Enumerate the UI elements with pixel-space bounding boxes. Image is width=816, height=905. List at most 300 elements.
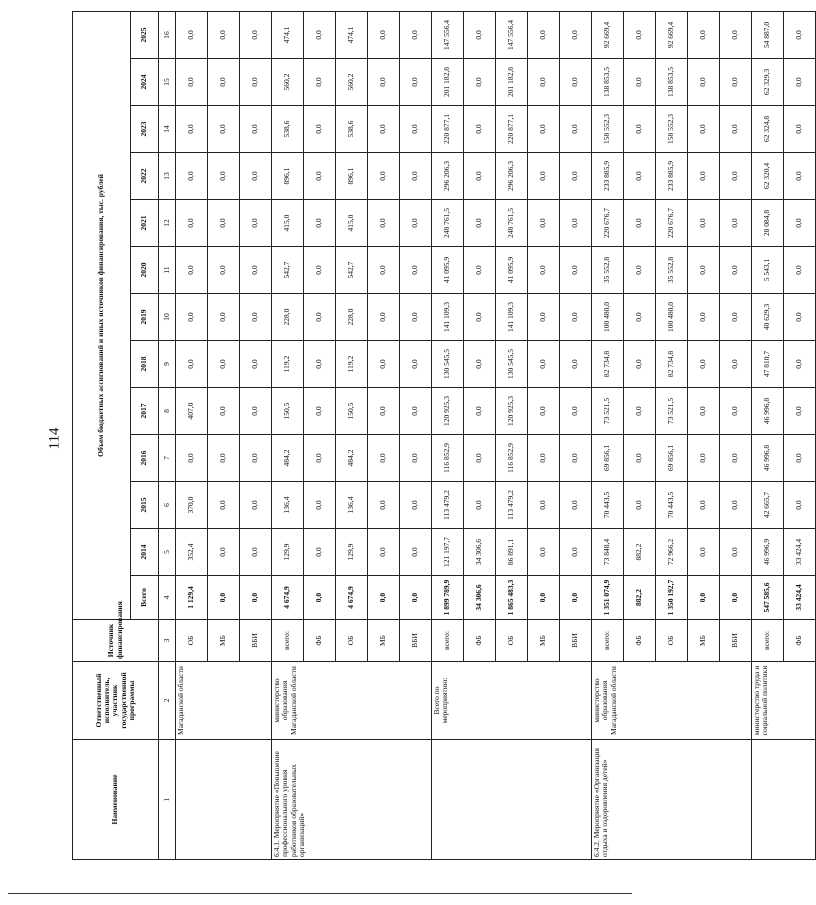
header-volume-title: Объем бюджетных ассигнований и иных источников финансирования, тыс. рублей bbox=[73, 11, 131, 619]
row-executor: министерство труда и социальной политики bbox=[752, 662, 816, 740]
row-year-value: 130 545,5 bbox=[496, 341, 528, 388]
row-year-value: 40 629,3 bbox=[752, 294, 784, 341]
row-year-value: 0,0 bbox=[624, 388, 656, 435]
row-year-value: 407,0 bbox=[176, 388, 208, 435]
row-year-value: 0,0 bbox=[400, 294, 432, 341]
row-year-value: 0,0 bbox=[688, 59, 720, 106]
header-year: 2021 bbox=[131, 200, 159, 247]
row-source: МБ bbox=[368, 620, 400, 662]
header-year: 2014 bbox=[131, 529, 159, 576]
row-year-value: 0,0 bbox=[528, 435, 560, 482]
row-year-value: 158 552,3 bbox=[592, 106, 624, 153]
row-year-value: 0,0 bbox=[464, 435, 496, 482]
row-year-value: 46 996,9 bbox=[752, 529, 784, 576]
header-year: 2018 bbox=[131, 341, 159, 388]
row-year-value: 0,0 bbox=[304, 200, 336, 247]
row-year-value: 86 891,1 bbox=[496, 529, 528, 576]
row-year-value: 352,4 bbox=[176, 529, 208, 576]
row-year-value: 370,0 bbox=[176, 482, 208, 529]
bottom-rule bbox=[8, 893, 632, 894]
row-year-value: 136,4 bbox=[272, 482, 304, 529]
row-year-value: 0,0 bbox=[528, 200, 560, 247]
row-year-value: 0,0 bbox=[720, 341, 752, 388]
row-year-value: 0,0 bbox=[720, 59, 752, 106]
row-year-value: 141 109,3 bbox=[496, 294, 528, 341]
row-year-value: 484,2 bbox=[336, 435, 368, 482]
row-year-value: 0,0 bbox=[784, 482, 816, 529]
row-year-value: 0,0 bbox=[208, 294, 240, 341]
row-year-value: 0,0 bbox=[208, 482, 240, 529]
row-year-value: 0,0 bbox=[688, 388, 720, 435]
row-year-value: 0,0 bbox=[368, 106, 400, 153]
row-total: 0,0 bbox=[368, 576, 400, 620]
row-year-value: 0,0 bbox=[528, 153, 560, 200]
row-year-value: 35 552,8 bbox=[592, 247, 624, 294]
row-executor: Магаданской области bbox=[176, 662, 272, 740]
row-year-value: 0,0 bbox=[560, 247, 592, 294]
row-year-value: 119,2 bbox=[272, 341, 304, 388]
row-total: 0,0 bbox=[208, 576, 240, 620]
row-year-value: 0,0 bbox=[560, 106, 592, 153]
table-row bbox=[176, 11, 208, 859]
row-source: МБ bbox=[528, 620, 560, 662]
row-total: 1 899 789,9 bbox=[432, 576, 464, 620]
row-year-value: 0,0 bbox=[304, 59, 336, 106]
header-executor: Ответственный исполнитель, участник государственной программы bbox=[73, 662, 159, 740]
row-year-value: 0,0 bbox=[688, 482, 720, 529]
row-year-value: 0,0 bbox=[304, 294, 336, 341]
row-executor: министерство образования Магаданской области bbox=[272, 662, 432, 740]
row-year-value: 0,0 bbox=[400, 435, 432, 482]
column-index: 14 bbox=[159, 106, 176, 153]
row-year-value: 0,0 bbox=[240, 294, 272, 341]
row-source: ВБИ bbox=[720, 620, 752, 662]
row-year-value: 0,0 bbox=[304, 247, 336, 294]
row-year-value: 0,0 bbox=[208, 11, 240, 58]
row-year-value: 5 543,1 bbox=[752, 247, 784, 294]
row-year-value: 0,0 bbox=[464, 59, 496, 106]
header-year: 2025 bbox=[131, 11, 159, 58]
row-year-value: 120 925,3 bbox=[432, 388, 464, 435]
row-year-value: 0,0 bbox=[368, 529, 400, 576]
row-year-value: 0,0 bbox=[560, 294, 592, 341]
row-year-value: 0,0 bbox=[304, 482, 336, 529]
row-year-value: 0,0 bbox=[304, 106, 336, 153]
row-year-value: 542,7 bbox=[272, 247, 304, 294]
row-year-value: 0,0 bbox=[304, 388, 336, 435]
row-year-value: 0,0 bbox=[240, 59, 272, 106]
row-year-value: 0,0 bbox=[720, 200, 752, 247]
column-index: 12 bbox=[159, 200, 176, 247]
header-year: 2017 bbox=[131, 388, 159, 435]
row-total: 0,0 bbox=[720, 576, 752, 620]
row-year-value: 0,0 bbox=[208, 153, 240, 200]
row-year-value: 130 545,5 bbox=[432, 341, 464, 388]
row-year-value: 201 182,8 bbox=[432, 59, 464, 106]
row-total: 547 585,6 bbox=[752, 576, 784, 620]
column-index: 15 bbox=[159, 59, 176, 106]
row-year-value: 0,0 bbox=[176, 59, 208, 106]
row-year-value: 0,0 bbox=[176, 11, 208, 58]
row-year-value: 0,0 bbox=[720, 482, 752, 529]
table-row bbox=[432, 11, 464, 859]
row-year-value: 62 324,8 bbox=[752, 106, 784, 153]
row-year-value: 201 182,8 bbox=[496, 59, 528, 106]
row-year-value: 415,0 bbox=[272, 200, 304, 247]
row-source: всего: bbox=[592, 620, 624, 662]
row-year-value: 0,0 bbox=[240, 529, 272, 576]
row-year-value: 34 306,6 bbox=[464, 529, 496, 576]
row-year-value: 0,0 bbox=[528, 247, 560, 294]
row-year-value: 0,0 bbox=[720, 435, 752, 482]
column-index: 1 bbox=[159, 740, 176, 860]
row-year-value: 0,0 bbox=[464, 247, 496, 294]
row-year-value: 0,0 bbox=[208, 247, 240, 294]
row-year-value: 560,2 bbox=[336, 59, 368, 106]
row-year-value: 0,0 bbox=[400, 388, 432, 435]
row-year-value: 116 852,9 bbox=[432, 435, 464, 482]
row-year-value: 0,0 bbox=[368, 59, 400, 106]
row-year-value: 0,0 bbox=[624, 294, 656, 341]
row-year-value: 0,0 bbox=[528, 482, 560, 529]
row-year-value: 0,0 bbox=[688, 529, 720, 576]
row-year-value: 0,0 bbox=[176, 106, 208, 153]
row-year-value: 0,0 bbox=[400, 153, 432, 200]
row-year-value: 0,0 bbox=[688, 106, 720, 153]
row-year-value: 0,0 bbox=[528, 341, 560, 388]
row-year-value: 62 320,4 bbox=[752, 153, 784, 200]
row-year-value: 41 095,9 bbox=[496, 247, 528, 294]
row-year-value: 0,0 bbox=[400, 11, 432, 58]
row-year-value: 0,0 bbox=[784, 153, 816, 200]
row-year-value: 0,0 bbox=[464, 200, 496, 247]
row-source: ОБ bbox=[656, 620, 688, 662]
row-year-value: 0,0 bbox=[304, 529, 336, 576]
header-year: 2019 bbox=[131, 294, 159, 341]
row-year-value: 0,0 bbox=[400, 529, 432, 576]
row-year-value: 474,1 bbox=[336, 11, 368, 58]
column-index: 11 bbox=[159, 247, 176, 294]
row-year-value: 0,0 bbox=[240, 106, 272, 153]
column-index: 13 bbox=[159, 153, 176, 200]
row-name: 6.4.1. Мероприятие «Повышение профессионального уровня работников образовательных организаций» bbox=[272, 740, 432, 860]
row-year-value: 220 877,1 bbox=[432, 106, 464, 153]
row-name bbox=[432, 740, 592, 860]
row-total: 1 865 483,3 bbox=[496, 576, 528, 620]
row-year-value: 0,0 bbox=[528, 388, 560, 435]
row-year-value: 542,7 bbox=[336, 247, 368, 294]
row-source: МБ bbox=[208, 620, 240, 662]
row-year-value: 0,0 bbox=[688, 435, 720, 482]
row-year-value: 92 669,4 bbox=[656, 11, 688, 58]
row-total: 4 674,9 bbox=[336, 576, 368, 620]
row-year-value: 0,0 bbox=[688, 294, 720, 341]
row-year-value: 0,0 bbox=[368, 482, 400, 529]
row-year-value: 0,0 bbox=[720, 247, 752, 294]
column-index: 2 bbox=[159, 662, 176, 740]
row-year-value: 0,0 bbox=[624, 106, 656, 153]
row-year-value: 0,0 bbox=[208, 435, 240, 482]
row-year-value: 0,0 bbox=[368, 388, 400, 435]
row-year-value: 0,0 bbox=[304, 11, 336, 58]
row-source: всего: bbox=[432, 620, 464, 662]
row-year-value: 0,0 bbox=[400, 247, 432, 294]
row-year-value: 129,9 bbox=[336, 529, 368, 576]
row-source: МБ bbox=[688, 620, 720, 662]
table-row bbox=[592, 11, 624, 859]
table-row bbox=[272, 11, 304, 859]
header-year: 2015 bbox=[131, 482, 159, 529]
row-year-value: 0,0 bbox=[176, 341, 208, 388]
row-year-value: 28 084,8 bbox=[752, 200, 784, 247]
row-total: 34 306,6 bbox=[464, 576, 496, 620]
column-index: 16 bbox=[159, 11, 176, 58]
row-year-value: 41 095,9 bbox=[432, 247, 464, 294]
row-year-value: 0,0 bbox=[784, 294, 816, 341]
row-year-value: 0,0 bbox=[624, 247, 656, 294]
row-year-value: 233 885,9 bbox=[656, 153, 688, 200]
row-year-value: 0,0 bbox=[176, 153, 208, 200]
row-year-value: 0,0 bbox=[208, 59, 240, 106]
row-year-value: 228,0 bbox=[272, 294, 304, 341]
column-index: 10 bbox=[159, 294, 176, 341]
row-name bbox=[176, 740, 272, 860]
table-row bbox=[752, 11, 784, 859]
row-year-value: 0,0 bbox=[240, 341, 272, 388]
row-year-value: 0,0 bbox=[464, 294, 496, 341]
row-year-value: 147 556,4 bbox=[496, 11, 528, 58]
row-year-value: 474,1 bbox=[272, 11, 304, 58]
row-year-value: 73 521,5 bbox=[592, 388, 624, 435]
row-year-value: 0,0 bbox=[560, 388, 592, 435]
row-year-value: 0,0 bbox=[464, 388, 496, 435]
row-year-value: 0,0 bbox=[400, 341, 432, 388]
row-source: ФБ bbox=[304, 620, 336, 662]
row-year-value: 0,0 bbox=[784, 435, 816, 482]
row-year-value: 0,0 bbox=[528, 294, 560, 341]
header-source: Источник финансирования bbox=[73, 620, 159, 662]
row-year-value: 100 480,0 bbox=[592, 294, 624, 341]
row-source: всего: bbox=[272, 620, 304, 662]
row-total: 4 674,9 bbox=[272, 576, 304, 620]
column-index: 5 bbox=[159, 529, 176, 576]
row-year-value: 0,0 bbox=[400, 59, 432, 106]
row-year-value: 150,5 bbox=[336, 388, 368, 435]
column-index: 9 bbox=[159, 341, 176, 388]
row-year-value: 0,0 bbox=[528, 529, 560, 576]
row-year-value: 147 556,4 bbox=[432, 11, 464, 58]
row-year-value: 296 206,3 bbox=[432, 153, 464, 200]
row-year-value: 0,0 bbox=[784, 11, 816, 58]
row-total: 1 129,4 bbox=[176, 576, 208, 620]
rotated-table-sheet bbox=[72, 12, 804, 860]
row-year-value: 92 669,4 bbox=[592, 11, 624, 58]
row-year-value: 0,0 bbox=[624, 435, 656, 482]
row-year-value: 0,0 bbox=[464, 106, 496, 153]
row-year-value: 0,0 bbox=[240, 200, 272, 247]
row-year-value: 69 856,1 bbox=[592, 435, 624, 482]
row-year-value: 0,0 bbox=[464, 341, 496, 388]
row-year-value: 73 848,4 bbox=[592, 529, 624, 576]
header-year: 2024 bbox=[131, 59, 159, 106]
row-total: 882,2 bbox=[624, 576, 656, 620]
header-year: 2016 bbox=[131, 435, 159, 482]
row-year-value: 0,0 bbox=[560, 200, 592, 247]
row-year-value: 82 734,8 bbox=[592, 341, 624, 388]
row-year-value: 0,0 bbox=[304, 153, 336, 200]
table-rotation-frame bbox=[72, 12, 804, 860]
row-year-value: 538,6 bbox=[272, 106, 304, 153]
row-year-value: 0,0 bbox=[624, 59, 656, 106]
row-year-value: 0,0 bbox=[720, 529, 752, 576]
row-total: 0,0 bbox=[400, 576, 432, 620]
column-index: 7 bbox=[159, 435, 176, 482]
row-year-value: 896,1 bbox=[336, 153, 368, 200]
row-year-value: 0,0 bbox=[304, 341, 336, 388]
header-name: Наименование bbox=[73, 740, 159, 860]
header-year: 2022 bbox=[131, 153, 159, 200]
row-year-value: 0,0 bbox=[240, 11, 272, 58]
row-year-value: 233 885,9 bbox=[592, 153, 624, 200]
row-year-value: 62 329,3 bbox=[752, 59, 784, 106]
row-total: 0,0 bbox=[688, 576, 720, 620]
row-total: 33 424,4 bbox=[784, 576, 816, 620]
row-year-value: 0,0 bbox=[464, 482, 496, 529]
row-year-value: 0,0 bbox=[208, 200, 240, 247]
row-year-value: 0,0 bbox=[720, 106, 752, 153]
row-year-value: 0,0 bbox=[240, 247, 272, 294]
row-year-value: 0,0 bbox=[368, 200, 400, 247]
row-year-value: 296 206,3 bbox=[496, 153, 528, 200]
row-year-value: 0,0 bbox=[624, 200, 656, 247]
row-year-value: 0,0 bbox=[784, 388, 816, 435]
row-year-value: 0,0 bbox=[784, 247, 816, 294]
row-name bbox=[752, 740, 816, 860]
row-year-value: 0,0 bbox=[176, 435, 208, 482]
column-index: 3 bbox=[159, 620, 176, 662]
row-year-value: 0,0 bbox=[528, 59, 560, 106]
row-year-value: 0,0 bbox=[240, 388, 272, 435]
row-year-value: 896,1 bbox=[272, 153, 304, 200]
row-year-value: 0,0 bbox=[560, 482, 592, 529]
row-year-value: 70 443,5 bbox=[592, 482, 624, 529]
row-year-value: 35 552,8 bbox=[656, 247, 688, 294]
row-year-value: 0,0 bbox=[368, 247, 400, 294]
row-source: ВБИ bbox=[240, 620, 272, 662]
row-year-value: 0,0 bbox=[688, 11, 720, 58]
row-source: ФБ bbox=[624, 620, 656, 662]
row-year-value: 138 853,5 bbox=[656, 59, 688, 106]
row-year-value: 0,0 bbox=[688, 153, 720, 200]
row-year-value: 46 996,8 bbox=[752, 435, 784, 482]
row-year-value: 0,0 bbox=[560, 341, 592, 388]
row-year-value: 120 925,3 bbox=[496, 388, 528, 435]
row-year-value: 560,2 bbox=[272, 59, 304, 106]
row-year-value: 0,0 bbox=[368, 11, 400, 58]
row-year-value: 158 552,3 bbox=[656, 106, 688, 153]
row-year-value: 0,0 bbox=[560, 153, 592, 200]
row-source: ОБ bbox=[176, 620, 208, 662]
row-total: 0,0 bbox=[240, 576, 272, 620]
row-year-value: 0,0 bbox=[560, 529, 592, 576]
row-year-value: 0,0 bbox=[464, 11, 496, 58]
row-total: 0,0 bbox=[528, 576, 560, 620]
row-year-value: 119,2 bbox=[336, 341, 368, 388]
row-year-value: 220 676,7 bbox=[592, 200, 624, 247]
row-year-value: 0,0 bbox=[560, 59, 592, 106]
row-year-value: 0,0 bbox=[208, 341, 240, 388]
row-year-value: 0,0 bbox=[784, 59, 816, 106]
row-year-value: 0,0 bbox=[624, 153, 656, 200]
row-year-value: 0,0 bbox=[368, 341, 400, 388]
row-year-value: 0,0 bbox=[624, 341, 656, 388]
row-year-value: 0,0 bbox=[368, 435, 400, 482]
row-year-value: 0,0 bbox=[688, 341, 720, 388]
row-total: 0,0 bbox=[560, 576, 592, 620]
row-year-value: 220 877,1 bbox=[496, 106, 528, 153]
row-year-value: 150,5 bbox=[272, 388, 304, 435]
row-year-value: 0,0 bbox=[208, 529, 240, 576]
row-year-value: 73 521,5 bbox=[656, 388, 688, 435]
row-year-value: 69 856,1 bbox=[656, 435, 688, 482]
column-index: 6 bbox=[159, 482, 176, 529]
row-year-value: 0,0 bbox=[240, 153, 272, 200]
row-year-value: 42 665,7 bbox=[752, 482, 784, 529]
row-executor: министерство образования Магаданской области bbox=[592, 662, 752, 740]
row-year-value: 0,0 bbox=[176, 200, 208, 247]
row-year-value: 100 480,0 bbox=[656, 294, 688, 341]
row-source: ВБИ bbox=[400, 620, 432, 662]
row-year-value: 0,0 bbox=[528, 106, 560, 153]
row-name: 6.4.2. Мероприятие «Организация отдыха и оздоровления детей» bbox=[592, 740, 752, 860]
row-year-value: 0,0 bbox=[624, 11, 656, 58]
row-source: ОБ bbox=[336, 620, 368, 662]
row-year-value: 0,0 bbox=[720, 153, 752, 200]
header-year: 2023 bbox=[131, 106, 159, 153]
row-source: ФБ bbox=[464, 620, 496, 662]
row-year-value: 0,0 bbox=[784, 106, 816, 153]
row-year-value: 0,0 bbox=[208, 106, 240, 153]
row-year-value: 0,0 bbox=[560, 11, 592, 58]
row-year-value: 0,0 bbox=[784, 200, 816, 247]
row-year-value: 0,0 bbox=[528, 11, 560, 58]
row-year-value: 72 966,2 bbox=[656, 529, 688, 576]
row-year-value: 0,0 bbox=[240, 482, 272, 529]
row-year-value: 0,0 bbox=[304, 435, 336, 482]
row-year-value: 0,0 bbox=[720, 11, 752, 58]
row-year-value: 141 109,3 bbox=[432, 294, 464, 341]
row-year-value: 882,2 bbox=[624, 529, 656, 576]
row-year-value: 129,9 bbox=[272, 529, 304, 576]
row-year-value: 0,0 bbox=[240, 435, 272, 482]
row-year-value: 0,0 bbox=[464, 153, 496, 200]
row-year-value: 47 810,7 bbox=[752, 341, 784, 388]
row-year-value: 33 424,4 bbox=[784, 529, 816, 576]
row-year-value: 0,0 bbox=[400, 482, 432, 529]
row-year-value: 248 761,5 bbox=[496, 200, 528, 247]
row-executor: Всего по мероприятию: bbox=[432, 662, 592, 740]
row-year-value: 46 996,8 bbox=[752, 388, 784, 435]
row-year-value: 113 479,2 bbox=[496, 482, 528, 529]
row-year-value: 0,0 bbox=[368, 153, 400, 200]
row-year-value: 0,0 bbox=[720, 388, 752, 435]
row-year-value: 0,0 bbox=[368, 294, 400, 341]
row-source: ВБИ bbox=[560, 620, 592, 662]
column-index: 4 bbox=[159, 576, 176, 620]
row-year-value: 220 676,7 bbox=[656, 200, 688, 247]
row-year-value: 0,0 bbox=[624, 482, 656, 529]
row-year-value: 121 197,7 bbox=[432, 529, 464, 576]
